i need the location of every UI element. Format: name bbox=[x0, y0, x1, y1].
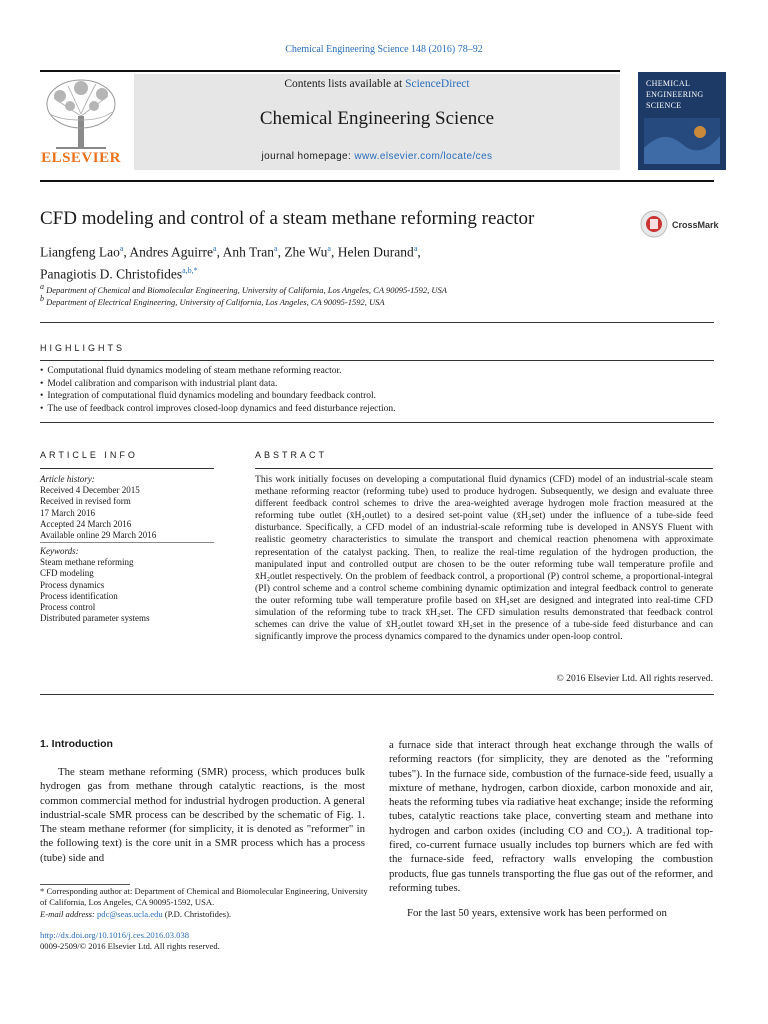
keywords bbox=[40, 546, 149, 624]
affiliation-text: Department of Electrical Engineering, University of California, Los Angeles, CA 90095-1592, USA bbox=[46, 296, 385, 307]
keyword: Process identification bbox=[40, 590, 118, 601]
elsevier-wordmark: ELSEVIER bbox=[41, 150, 121, 166]
cover-line: SCIENCE bbox=[646, 101, 682, 110]
history-label: Article history: bbox=[40, 474, 95, 484]
affiliation-sup: b bbox=[40, 294, 44, 303]
email-label: E-mail address: bbox=[40, 909, 97, 919]
highlight-item: • The use of feedback control improves closed-loop dynamics and feed disturbance rejection. bbox=[40, 403, 396, 416]
homepage-prefix: journal homepage: bbox=[261, 151, 355, 162]
header-bottom-rule bbox=[40, 180, 714, 182]
keyword: CFD modeling bbox=[40, 568, 94, 579]
cover-line: ENGINEERING bbox=[646, 90, 704, 99]
highlight-item: • Integration of computational fluid dynamics modeling and boundary feedback control. bbox=[40, 390, 396, 403]
cover-art bbox=[644, 118, 720, 164]
article-history bbox=[40, 474, 156, 541]
affiliation bbox=[40, 294, 385, 307]
abstract-heading: ABSTRACT bbox=[255, 450, 328, 460]
history-line: Available online 29 March 2016 bbox=[40, 530, 157, 541]
sciencedirect-link[interactable]: ScienceDirect bbox=[405, 78, 470, 90]
issn-line: 0009-2509/© 2016 Elsevier Ltd. All rights reserved. bbox=[40, 941, 220, 951]
author-sup[interactable]: a bbox=[413, 244, 418, 253]
divider bbox=[255, 468, 713, 469]
history-line: 17 March 2016 bbox=[40, 507, 95, 518]
author-list: Liangfeng Lao$^a$, Andres Aguirre$^a$, Anh Tran$^a$, Zhe Wu$^a$, Helen Durand$^a$, Panagiotis D. Christofides$^{a,b,*}$ bbox=[40, 244, 421, 281]
author-name[interactable]: Andres Aguirre bbox=[129, 244, 214, 260]
crossmark-label[interactable]: CrossMark bbox=[672, 220, 719, 230]
author-name[interactable]: Helen Durand bbox=[337, 244, 414, 260]
keywords-label: Keywords: bbox=[40, 546, 79, 556]
article-info-heading: ARTICLE INFO bbox=[40, 450, 138, 460]
email-link[interactable]: pdc@seas.ucla.edu bbox=[96, 909, 163, 919]
keyword: Process dynamics bbox=[40, 579, 105, 590]
divider bbox=[40, 322, 714, 323]
corresponding-footnote: * Corresponding author at: Department of Chemical and Biomolecular Engineering, University of California, Los Angeles, CA 90095-1592, USA. bbox=[40, 886, 368, 907]
affiliation-sup: a bbox=[40, 282, 44, 291]
author-sup[interactable]: a bbox=[213, 244, 217, 253]
intro-right-paragraph-2: For the last 50 years, extensive work has been performed on bbox=[407, 907, 667, 919]
contents-prefix: Contents lists available at bbox=[284, 78, 406, 90]
contents-available bbox=[134, 78, 620, 90]
keyword: Process control bbox=[40, 602, 96, 613]
author-name[interactable]: Liangfeng Lao bbox=[40, 244, 120, 260]
author-sup[interactable]: a bbox=[327, 244, 331, 253]
history-line: Received 4 December 2015 bbox=[40, 485, 140, 496]
intro-right-paragraph: a furnace side that interact through heat exchange through the walls of reforming reactors (for simplicity, they are denoted as the "reforming tubes"). In the furnace side, combustion of the furnace-side feed, usually a mixture of methane, hydrogen, carbon dioxide, carbon monoxide and air, heats the reforming tubes via radiative heat exchange; inside the reforming tubes, catalytic reactions take place, converting steam and methane into hydrogen and carbon oxides (including CO and CO₂). A traditional top-fired, co-current furnace usually includes top burners which are fed with the furnace-side feed, refractory walls enveloping the combustion products, flue gas tunnels transporting the flue gas out of the reformer, and reforming tubes. bbox=[389, 739, 713, 894]
author-sup[interactable]: a bbox=[119, 244, 124, 253]
affiliation bbox=[40, 282, 447, 295]
history-line: Received in revised form bbox=[40, 496, 131, 507]
author-sup[interactable]: a bbox=[274, 244, 278, 253]
journal-title: Chemical Engineering Science bbox=[259, 108, 495, 129]
author-sup[interactable]: a,b,* bbox=[182, 265, 198, 275]
author-name[interactable]: Anh Tran bbox=[222, 244, 274, 260]
journal-homepage bbox=[134, 151, 620, 162]
header-rule bbox=[40, 70, 620, 72]
homepage-link[interactable]: www.elsevier.com/locate/ces bbox=[354, 151, 493, 162]
highlights-heading: HIGHLIGHTS bbox=[40, 343, 126, 353]
author-name[interactable]: Zhe Wu bbox=[284, 244, 328, 260]
email-footnote bbox=[40, 909, 375, 920]
divider bbox=[40, 422, 714, 423]
crossmark-icon[interactable] bbox=[640, 210, 668, 240]
author-name[interactable]: Panagiotis D. Christofides bbox=[40, 266, 183, 281]
section-heading-introduction: 1. Introduction bbox=[40, 738, 113, 750]
article-title: CFD modeling and control of a steam methane reforming reactor bbox=[40, 208, 535, 229]
highlight-item: • Computational fluid dynamics modeling of steam methane reforming reactor. bbox=[40, 365, 396, 378]
affiliation-text: Department of Chemical and Biomolecular Engineering, University of California, Los Angeles, CA 90095-1592, USA bbox=[46, 284, 447, 295]
divider bbox=[40, 542, 214, 543]
divider bbox=[40, 468, 214, 469]
doi-link[interactable]: http://dx.doi.org/10.1016/j.ces.2016.03.038 bbox=[40, 930, 190, 940]
intro-left-paragraph: The steam methane reforming (SMR) process, which produces bulk hydrogen gas from methane through catalytic reactions, is the most common commercial method for industrial hydrogen production. A general industrial-scale SMR process can be described by the schematic of Fig. 1. The steam methane reformer (for simplicity, it is denoted as "reformer" in the following text) is the core unit in a SMR process which has a process (tube) side and bbox=[40, 766, 365, 864]
divider bbox=[40, 694, 714, 695]
cover-title bbox=[646, 78, 722, 111]
history-line: Accepted 24 March 2016 bbox=[40, 518, 132, 529]
divider bbox=[40, 360, 714, 361]
journal-citation[interactable]: Chemical Engineering Science 148 (2016) 78–92 bbox=[285, 44, 483, 55]
keyword: Distributed parameter systems bbox=[40, 613, 150, 624]
highlights-list bbox=[40, 365, 396, 415]
cover-line: CHEMICAL bbox=[646, 79, 691, 88]
abstract-text: This work initially focuses on developing a computational fluid dynamics (CFD) model of an industrial-scale steam methane reforming reactor (reforming tube) used to produce hydrogen. Subsequently, we design and evaluate three different feedback control schemes to drive the area-weighted average hydrogen mole fraction measured at the reforming tube outlet (x̄H₂outlet) to a desired set-point value (x̄H₂set) under the influence of a tube-side feed disturbance. Specifically, a CFD model of an industrial-scale reforming tube is developed in ANSYS Fluent with realistic geometry characteristics to simulate the transport and chemical reaction phenomena with approximate representation of the catalyst packing. Then, to realize the real-time regulation of the hydrogen production, the manipulated input and controlled output are chosen to be the outer reforming tube wall temperature profile and x̄H₂outlet respectively. On the problem of feedback control, a proportional (P) control scheme, a proportional-integral (PI) control scheme and a control scheme combining dynamic optimization and integral feedback control to generate the outer reforming tube wall temperature profile based on x̄H₂set are designed and integrated into real-time CFD simulation of the reforming tube to track x̄H₂set. The CFD simulation results demonstrated that feedback control schemes can drive the value of x̄H₂outlet toward x̄H₂set in the presence of a tube-side feed disturbance and can significantly improve the process dynamics compared to the dynamics under open-loop control. bbox=[255, 474, 713, 643]
highlight-item: • Model calibration and comparison with industrial plant data. bbox=[40, 378, 396, 391]
keyword: Steam methane reforming bbox=[40, 557, 134, 568]
email-suffix: (P.D. Christofides). bbox=[162, 909, 232, 919]
footnote-rule bbox=[40, 884, 130, 885]
abstract-copyright: © 2016 Elsevier Ltd. All rights reserved. bbox=[556, 673, 713, 684]
